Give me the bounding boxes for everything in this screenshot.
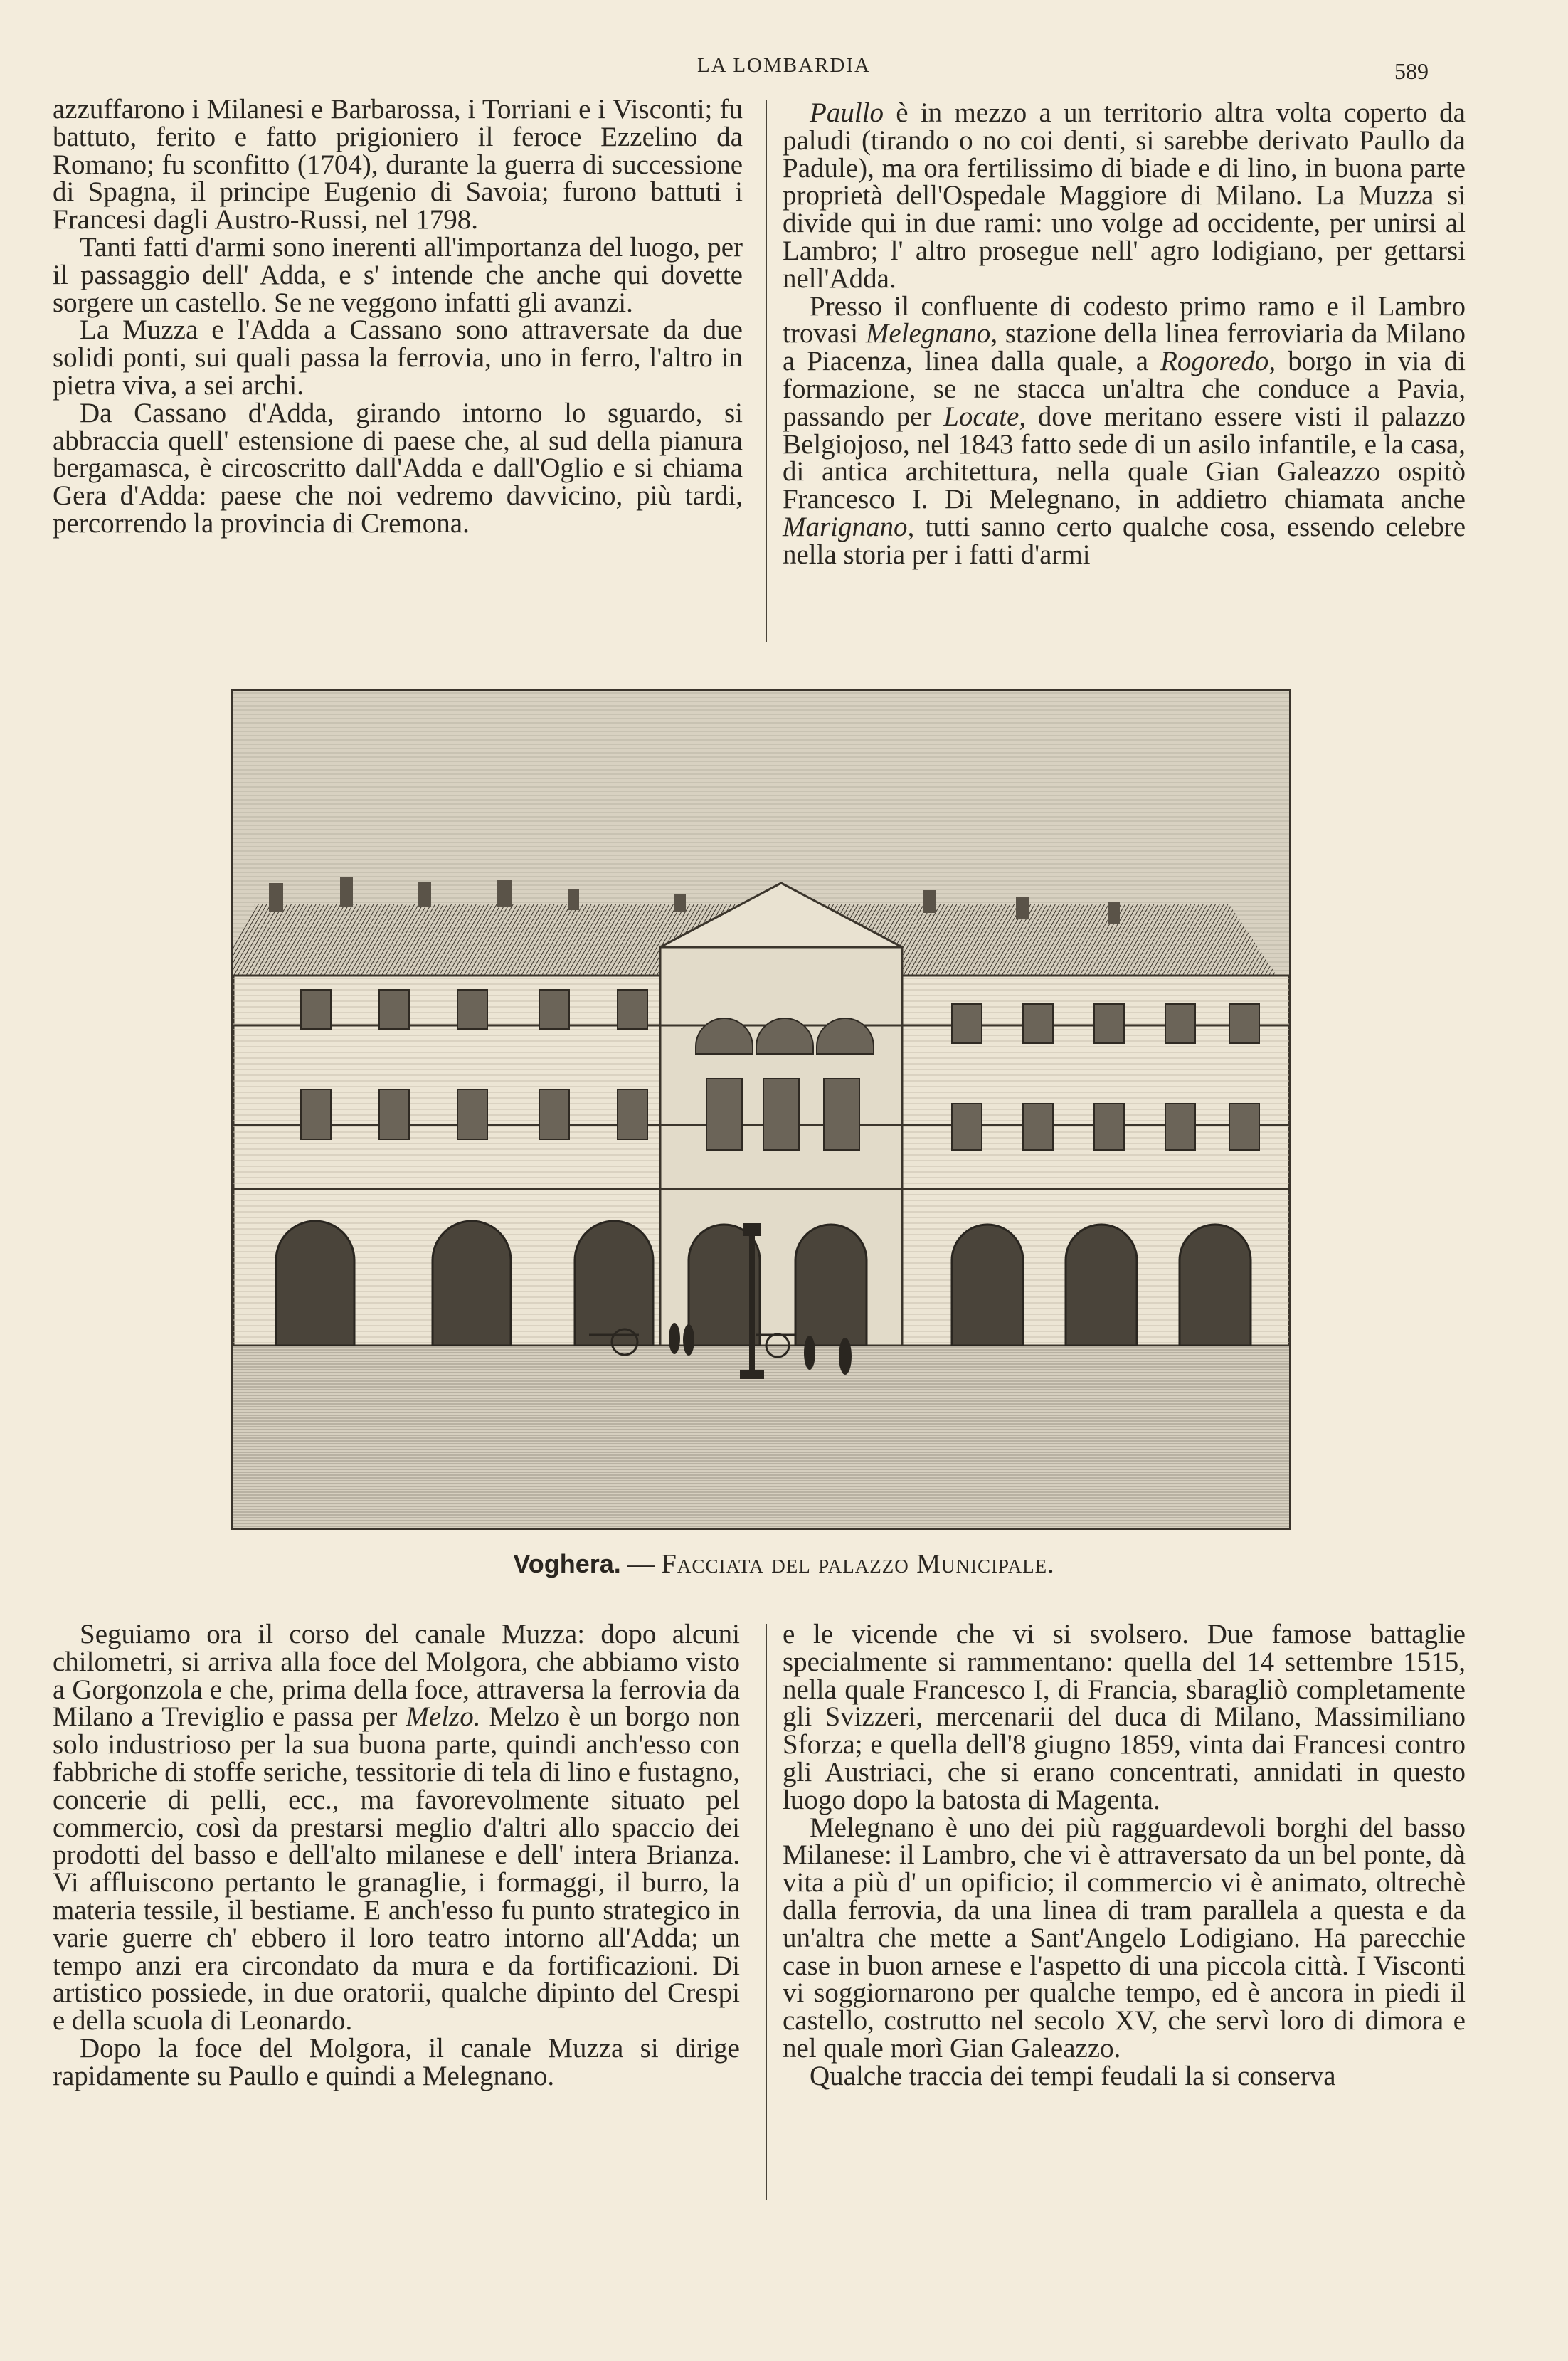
top-right-column — [783, 97, 1466, 570]
central-arched-windows — [696, 1018, 874, 1150]
place-name: Locate, — [943, 401, 1027, 432]
caption-title: Facciata del palazzo Municipale. — [661, 1549, 1055, 1579]
place-name: Melegnano, — [865, 318, 998, 349]
paragraph: Qualche traccia dei tempi feudali la si conserva — [810, 2060, 1336, 2091]
paragraph: e le vicende che vi si svolsero. Due famose battaglie specialmente si rammentano: quella del 14 settembre 1515, nella quale Francesco I, di Francia, sbaragliò completamente gli Svizzeri, mercenarii del duca di Milano, Massimiliano Sforza; e quella dell'8 giugno 1859, vinta dai Francesi contro gli Austriaci, che si erano concentrati, annidati in questo luogo dopo la batosta di Magenta. — [783, 1619, 1466, 1815]
paragraph: Seguiamo ora il corso del canale Muzza: dopo alcuni chilometri, si arriva alla foce del Molgora, che abbiamo visto a Gorgonzola e che, prima della foce, attraversa la ferrovia da Milano a Treviglio e passa per Melzo. Melzo è un borgo non solo industrioso per la sua buona parte, quindi anch'esso con fabbriche di stoffe seriche, tessitorie di tela di lino e fustagno, concerie di pelli, ecc., ma favorevolmente situato pel commercio, così da prestarsi meglio d'altri allo spaccio dei prodotti del basso e dell'alto milanese e dell' intera Brianza. Vi affluiscono pertanto le granaglie, i formaggi, il burro, la materia tessile, il bestiame. E anch'esso fu punto strategico in varie guerre ch' ebbero il loro teatro intorno all'Adda; un tempo anzi era circondato da mura e da fortificazioni. Di artistico possiede, in due oratorii, qualche dipinto del Crespi e della scuola di Leonardo. — [53, 1619, 740, 2037]
paragraph: Presso il confluente di codesto primo ramo e il Lambro trovasi Melegnano, stazione della linea ferroviaria da Milano a Piacenza, linea dalla quale, a Rogoredo, borgo in via di formazione, se ne stacca un'altra che conduce a Pavia, passando per Locate, dove meritano essere visti il palazzo Belgiojoso, nel 1843 fatto sede di un asilo infantile, e la casa, di antica architettura, nella quale Gian Galeazzo ospitò Francesco I. Di Melegnano, in addietro chiamata anche Marignano, tutti sanno certo qualche cosa, essendo celebre nella storia per i fatti d'armi — [783, 290, 1466, 570]
engraving-illustration — [231, 689, 1291, 1530]
paragraph: Dopo la foce del Molgora, il canale Muzza si dirige rapidamente su Paullo e quindi a Melegnano. — [53, 2032, 740, 2091]
bottom-right-column — [783, 1621, 1466, 2091]
paragraph: Da Cassano d'Adda, girando intorno lo sguardo, si abbraccia quell' estensione di paese che, al sud della pianura bergamasca, è circoscritto dall'Adda e dall'Oglio e si chiama Gera d'Adda: paese che noi vedremo davvicino, più tardi, percorrendo la provincia di Cremona. — [53, 397, 743, 539]
place-name: Rogoredo, — [1160, 346, 1276, 377]
place-name: Melzo. — [406, 1701, 481, 1733]
place-name: Marignano, — [783, 511, 915, 542]
paragraph: Paullo è in mezzo a un territorio altra volta coperto da paludi (tirando o no coi denti, si sarebbe derivato Paullo da Padule), ma ora fertilissimo di biade e di lino, in buona parte proprietà dell'Ospedale Maggiore di Milano. La Muzza si divide qui in due rami: uno volge ad occidente, per unirsi al Lambro; l' altro prosegue nell' agro lodigiano, per gettarsi nell'Adda. — [783, 97, 1466, 294]
paragraph: azzuffarono i Milanesi e Barbarossa, i Torriani e i Visconti; fu battuto, ferito e fatto prigioniero il feroce Ezzelino da Romano; fu sconfitto (1704), durante la guerra di successione di Spagna, il principe Eugenio di Savoia; furono battuti i Francesi dagli Austro-Russi, nel 1798. — [53, 94, 743, 236]
bottom-left-column — [53, 1621, 740, 2091]
page-number: 589 — [1394, 58, 1429, 84]
caption-place: Voghera. — [513, 1549, 621, 1578]
palazzo-municipale-engraving — [233, 691, 1289, 1528]
column-divider — [766, 100, 767, 642]
paragraph: Melegnano è uno dei più ragguardevoli borghi del basso Milanese: il Lambro, che vi è attraversato da un bel ponte, dà vita a più d' un opificio; il commercio vi è animato, oltrechè dalla ferrovia, da una linea di tram parallela a questa e da un'altra che mette a Sant'Angelo Lodigiano. Ha parecchie case in buon arnese e l'aspetto di una piccola città. I Visconti vi soggiornarono per qualche tempo, ed è ancora in piedi il castello, costrutto nel secolo XV, che servì loro di dimora e nel quale morì Gian Galeazzo. — [783, 1812, 1466, 2064]
paragraph: Tanti fatti d'armi sono inerenti all'importanza del luogo, per il passaggio dell' Adda, e s' intende che anche qui dovette sorgere un castello. Se ne veggono infatti gli avanzi. — [53, 231, 743, 318]
column-divider — [766, 1624, 767, 2200]
top-left-column — [53, 96, 743, 538]
figure-caption: Voghera. — Facciata del palazzo Municipale. — [513, 1549, 1055, 1579]
running-head: LA LOMBARDIA — [697, 54, 871, 77]
paragraph: La Muzza e l'Adda a Cassano sono attraversate da due solidi ponti, sui quali passa la ferrovia, uno in ferro, l'altro in pietra viva, a sei archi. — [53, 315, 743, 401]
place-name: Paullo — [810, 97, 884, 128]
